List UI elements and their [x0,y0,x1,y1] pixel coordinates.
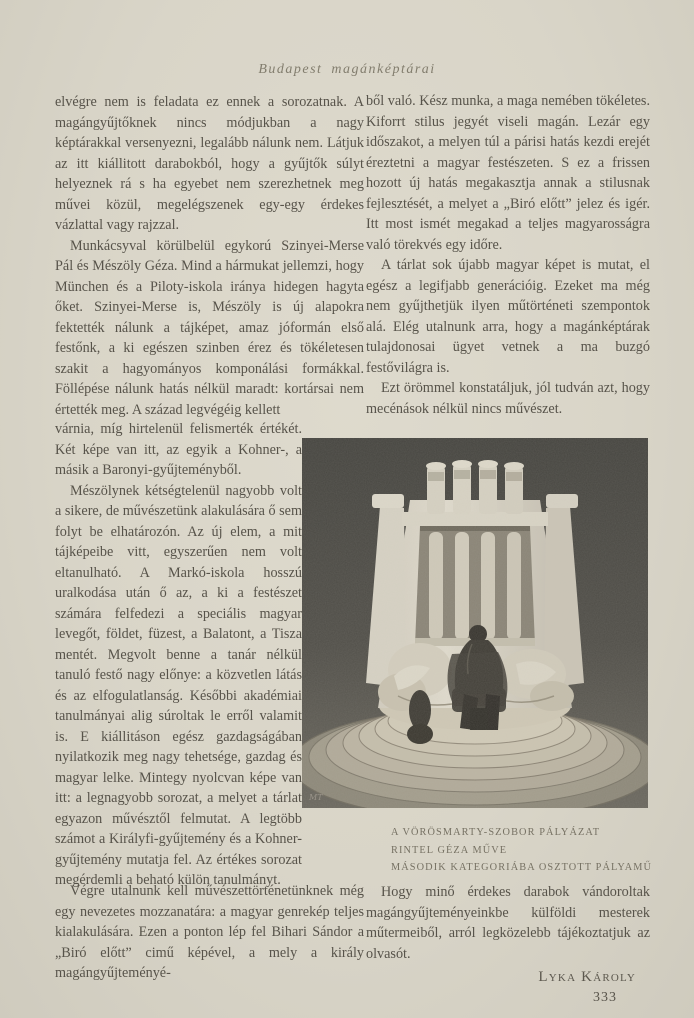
author-signature: Lyka Károly [538,969,636,985]
left-column-upper [55,92,364,420]
figure-caption [391,824,653,877]
figure-caption-line: RINTEL GÉZA MŰVE [391,844,508,856]
body-paragraph: ből való. Kész munka, a maga nemében tökéletes. Kiforrt stilus jegyét viseli magán. Lezár egy időszakot, a melyen túl a párisi hatás kezdi erejét éreztetni a magyar festészeten. S ez a frissen hozott új hatás megakasztja annak a stilusnak fejlesztését, a melyet a „Biró előtt” jelez és igér. Itt most ismét megakad a teljes magyarosságra való törekvés egy időre. [366,93,650,253]
figure-caption-line: A VÖRÖSMARTY-SZOBOR PÁLYÁZAT [391,827,601,838]
sculpture-photo [302,438,648,808]
left-column-lower [55,881,364,984]
monument-illustration [302,438,648,808]
body-paragraph: elvégre nem is feladata ez ennek a sorozatnak. A magángyűjtőknek nincs módjukban a nagy képtárakkal versenyezni, legalább nálunk nem. Látjuk az itt kiállitott darabokból, hogy a gyűjtők súlyt helyeznek rá s ha egyebet nem szerezhetnek meg művei közül, megelégszenek egy-egy érdekes vázlattal vagy rajzzal. [55,94,364,233]
right-column-lower [366,882,650,1008]
right-column-upper [366,91,650,419]
body-paragraph: várnia, míg hirtelenül felismerték értékét. Két képe van itt, az egyik a Kohner-, a másik a Baronyi-gyűjteményből. [55,421,302,478]
body-paragraph: Mészölynek kétségtelenül nagyobb volt a sikere, de művészetünk alakulására ő sem folyt be elhatározón. Az új elem, a mit tájképeibe vitt, egyszerűen nem volt eltanulható. A Markó-iskola hosszú uralkodása után ő az, a ki a festészet számára felfedezi a speciális magyar levegőt, földet, füzest, a Balatont, a Tisza mentét. Megvolt benne a tanár nélkül tanuló festő nagy előnye: a közvetlen látás és az elfogulatlanság. Későbbi akadémiai tanulmányai alig súroltak le erről valamit is. E kiállitáson egész gazdagságában nyilatkozik meg nagy tehetsége, gazdag és magyar lelke. Mintegy nyolcvan képe van itt: a legnagyobb sorozat, a melyet a tárlat egyazon művésztől felmutat. A legtöbb számot a Királyfi-gyűjtemény és a Kohner-gyűjtemény mutatja fel. Az értékes sorozat megérdemli a beható külön tanulmányt. [55,482,302,888]
left-column-narrow [55,419,302,891]
figure-caption-line: MÁSODIK KATEGORIÁBA OSZTOTT PÁLYAMŰ [391,862,653,873]
page-number: 333 [593,989,617,1005]
body-paragraph: Munkácsyval körülbelül egykorú Szinyei-Merse Pál és Mészöly Géza. Mind a hármukat jellemzi, hogy München és a Piloty-iskola iránya hidegen hagyta őket. Szinyei-Merse is, Mészöly is új alapokra fektették nálunk a tájképet, amaz jóformán első festőnk, a ki egészen szinben érez és tökéletesen szakit a hagyományos komponálási formákkal. Föllépése nálunk hatás nélkül maradt: kortársai nem értették meg. A század legvégéig kellett [55,237,364,418]
body-paragraph: Ezt örömmel konstatáljuk, jól tudván azt, hogy mecénások nélkül nincs művészet. [366,380,650,417]
photo-grain [302,438,648,808]
body-paragraph: Hogy minő érdekes darabok vándoroltak magángyűjteményeinkbe külföldi mesterek műtermeiből, arról legközelebb tájékoztatjuk az olvasót. [366,884,650,962]
running-header: Budapest magánképtárai [258,62,436,77]
body-paragraph: Végre utalnunk kell művészettörténetünknek még egy nevezetes mozzanatára: a magyar genrekép teljes kialakulására. Ezen a ponton lép fel Bihari Sándor a „Biró előtt” cimű képével, a mely a király magángyűjteményé- [55,883,364,981]
artist-monogram: MT [309,793,323,802]
body-paragraph: A tárlat sok újabb magyar képet is mutat, el egész a legifjabb generációig. Ezeket ma még nem gyűjthetjük ilyen műtörténeti szempontok alá. Elég utalnunk arra, hogy a magánképtárak tulajdonosai ügyet vetnek a ma buzgó festővilágra is. [366,257,650,376]
